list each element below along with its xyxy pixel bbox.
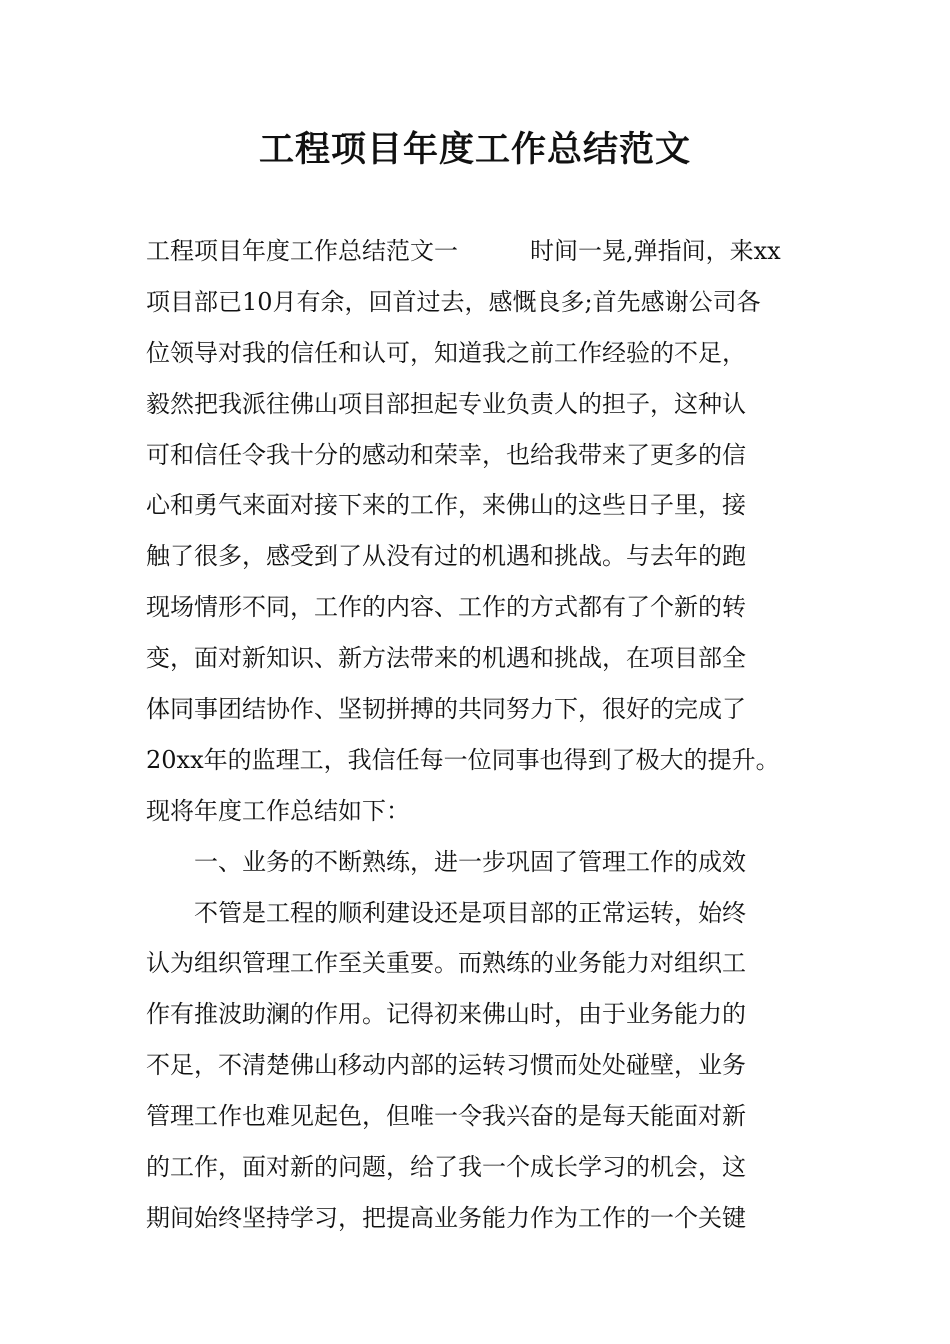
body-line: 位领导对我的信任和认可，知道我之前工作经验的不足， — [146, 338, 746, 367]
body-line: 触了很多，感受到了从没有过的机遇和挑战。与去年的跑 — [146, 542, 746, 571]
body-line: 可和信任令我十分的感动和荣幸，也给我带来了更多的信 — [146, 440, 746, 469]
body-line: 作有推波助澜的作用。记得初来佛山时，由于业务能力的 — [146, 1000, 746, 1029]
body-line: 现将年度工作总结如下： — [146, 796, 410, 825]
body-line: 体同事团结协作、坚韧拼搏的共同努力下，很好的完成了 — [146, 695, 746, 724]
body-line: 管理工作也难见起色，但唯一令我兴奋的是每天能面对新 — [146, 1102, 746, 1131]
section-heading: 一、业务的不断熟练，进一步巩固了管理工作的成效 — [146, 847, 746, 876]
body-line: 现场情形不同，工作的内容、工作的方式都有了个新的转 — [146, 593, 746, 622]
body-line: 变，面对新知识、新方法带来的机遇和挑战，在项目部全 — [146, 644, 746, 673]
body-line: 项目部已10月有余，回首过去，感慨良多;首先感谢公司各 — [146, 287, 761, 316]
body-line: 期间始终坚持学习，把提高业务能力作为工作的一个关键 — [146, 1203, 746, 1232]
body-line: 20xx年的监理工，我信任每一位同事也得到了极大的提升。 — [146, 745, 780, 774]
body-line: 毅然把我派往佛山项目部担起专业负责人的担子，这种认 — [146, 389, 746, 418]
body-line: 不管是工程的顺利建设还是项目部的正常运转，始终 — [146, 898, 746, 927]
body-line: 的工作，面对新的问题，给了我一个成长学习的机会，这 — [146, 1153, 746, 1182]
body-line: 工程项目年度工作总结范文一 时间一晃,弹指间，来xx — [146, 237, 781, 265]
document-title: 工程项目年度工作总结范文 — [258, 130, 691, 170]
body-line: 不足，不清楚佛山移动内部的运转习惯而处处碰壁，业务 — [146, 1051, 746, 1080]
body-line: 认为组织管理工作至关重要。而熟练的业务能力对组织工 — [146, 949, 746, 978]
document-body — [146, 226, 846, 1244]
body-line: 心和勇气来面对接下来的工作，来佛山的这些日子里，接 — [146, 491, 746, 520]
